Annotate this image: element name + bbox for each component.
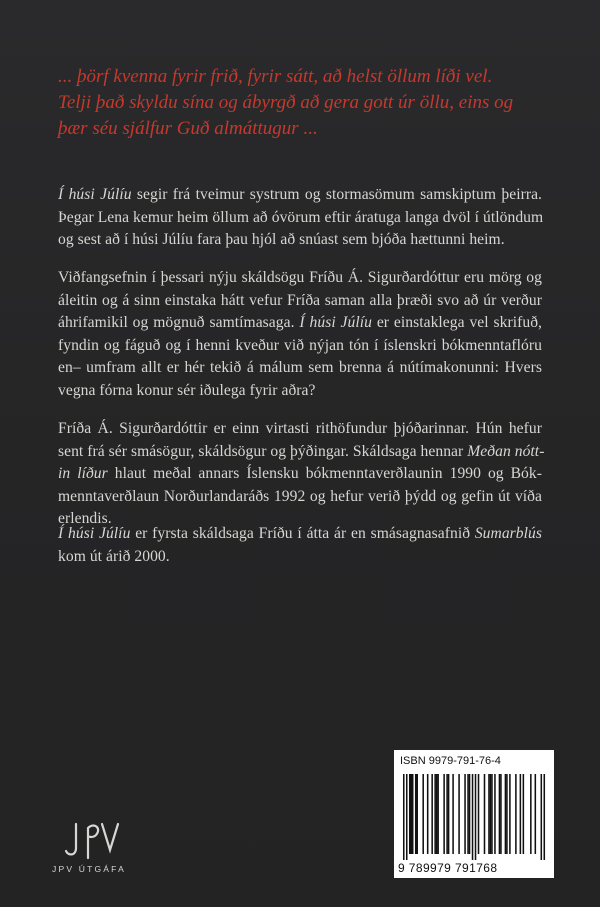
barcode-bar — [523, 774, 525, 854]
barcode-bar — [505, 774, 507, 854]
barcode-bar — [412, 774, 414, 854]
barcode-bar — [406, 774, 408, 860]
barcode-bar — [475, 774, 477, 860]
barcode-bar — [530, 774, 532, 854]
barcode-bar — [469, 774, 471, 854]
isbn-number: ISBN 9979-791-76-4 — [400, 755, 501, 767]
paragraph-publication-note: Í húsi Júlíu er fyrsta skáldsaga Fríðu í átta ár en smásagnasafnið Sumarblús kom út árið 2000. — [58, 525, 542, 565]
barcode-bar — [515, 774, 517, 854]
barcode-bar — [494, 774, 496, 854]
quote-line: þær séu sjálfur Guð almáttugur ... — [58, 118, 318, 139]
quote-line: ... þörf kvenna fyrir frið, fyrir sátt, að helst öllum líði vel. — [58, 66, 493, 87]
barcode-bar — [544, 774, 546, 860]
barcode-bar — [458, 774, 460, 854]
barcode-bar — [415, 774, 417, 854]
book-title: in líður — [58, 465, 108, 482]
paragraph-synopsis: Í húsi Júlíu segir frá tveimur systrum og stormasömum samskiptum þeirra. Þegar Lena kemur heim öllum að óvörum eftir áratuga langa dvöl í útlöndum og sest að í húsi Júlíu fara þau hjól að snúast sem bjóða hættunni heim. — [58, 186, 544, 248]
barcode-bar — [499, 774, 501, 854]
paragraph-author-bio: Fríða Á. Sigurðardóttir er einn virtasti rithöfundur þjóðarinnar. Hún hefur sent frá sér smásögur, skáldsögur og þýðingar. Skáldsaga hennar Meðan nótt- in líður hlaut meðal annars Íslensku bókmenntaverðlaunin 1990 og Bók- menntaverðlaun Norðurlandaráðs 1992 og hefur verið þýdd og gefin út víða erlendis. — [58, 420, 545, 527]
barcode-bars — [400, 774, 548, 860]
barcode-bar — [541, 774, 543, 860]
quote-line: Telji það skyldu sína og ábyrgð að gera gott úr öllu, eins og — [58, 92, 514, 113]
pull-quote — [58, 64, 542, 142]
barcode-bar — [443, 774, 445, 854]
publisher-logo — [52, 820, 152, 880]
book-title: Í húsi Júlíu — [299, 314, 372, 331]
barcode-bar — [464, 774, 466, 854]
barcode-bar — [488, 774, 490, 854]
barcode-bar — [409, 774, 411, 854]
jpv-monogram-icon — [62, 820, 122, 860]
book-title: Sumarblús — [474, 525, 542, 542]
barcode-bar — [437, 774, 439, 854]
barcode-bar — [448, 774, 450, 854]
barcode-bar — [434, 774, 436, 854]
book-title: Í húsi Júlíu — [58, 186, 132, 203]
barcode-bar — [446, 774, 448, 854]
barcode-bar — [427, 774, 429, 854]
barcode-bar — [509, 774, 511, 854]
barcode-bar — [422, 774, 424, 854]
barcode-bar — [478, 774, 480, 854]
book-title: Í húsi Júlíu — [58, 525, 131, 542]
barcode-bar — [484, 774, 486, 854]
barcode-bar — [467, 774, 469, 854]
barcode-digits: 9 789979 791768 — [398, 861, 498, 875]
isbn-barcode — [394, 750, 554, 878]
barcode-bar — [506, 774, 508, 854]
barcode-bar — [491, 774, 493, 854]
barcode-bar — [500, 774, 502, 854]
barcode-bar — [436, 774, 438, 854]
publisher-name: JPV ÚTGÁFA — [52, 864, 126, 874]
paragraph-themes: Viðfangsefnin í þessari nýju skáldsögu Fríðu Á. Sigurðardóttur eru mörg og áleitin og á sinn einstaka hátt vefur Fríða saman alla þræði svo að úr verður áhrifamikil og mögnuð samtímasaga. Í húsi Júlíu er einstaklega vel skrifuð, fyndin og fáguð og í henni kveður við nýjan tón í íslenskri bókmenntaflóru en– umfram allt er hér tekið á málum sem brenna á nútímakonunni: Hvers vegna fórna konur sér iðulega fyrir aðra? — [58, 269, 542, 399]
barcode-bar — [490, 774, 492, 854]
barcode-bar — [431, 774, 433, 854]
barcode-bar — [472, 774, 474, 860]
barcode-bar — [452, 774, 454, 854]
barcode-bar — [416, 774, 418, 854]
book-title: Meðan nótt- — [467, 442, 545, 460]
barcode-bar — [410, 774, 412, 854]
barcode-bar — [535, 774, 537, 854]
barcode-bar — [403, 774, 405, 860]
barcode-bar — [520, 774, 522, 854]
